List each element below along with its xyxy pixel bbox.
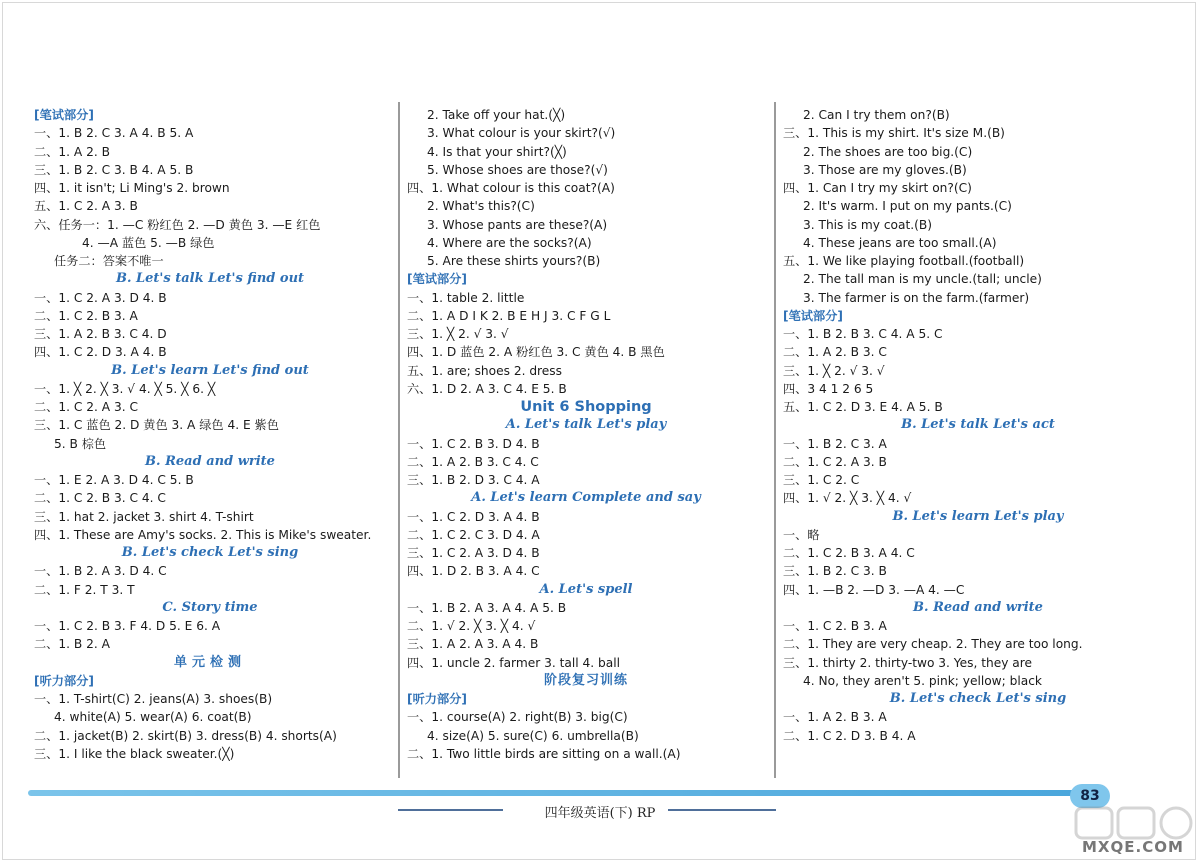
answer-line: 二、1. A 2. B	[34, 144, 110, 159]
answer-line: 三、1. I like the black sweater.(╳)	[34, 746, 235, 761]
answer-line: 一、1. B 2. C 3. A 4. B 5. A	[34, 126, 194, 141]
answer-line: 任务二：答案不唯一	[54, 254, 164, 268]
answer-line: 五、1. C 2. A 3. B	[34, 199, 138, 214]
answer-line: 二、1. C 2. B 3. A	[34, 308, 138, 323]
answer-line: 二、1. They are very cheap. 2. They are too long.	[783, 637, 1083, 652]
section-label: [听力部分]	[34, 673, 94, 688]
answer-line: 五、1. are; shoes 2. dress	[407, 363, 562, 378]
answer-line: 二、1. A 2. B 3. C 4. C	[407, 454, 539, 469]
answer-line: 一、略	[783, 527, 820, 542]
answer-line: 四、1. What colour is this coat?(A)	[407, 181, 615, 195]
page-number: 83	[1070, 784, 1110, 808]
answer-line: 四、1. D 2. B 3. A 4. C	[407, 564, 540, 579]
section-heading: A. Let's learn Complete and say	[471, 490, 701, 506]
answer-line: 四、1. uncle 2. farmer 3. tall 4. ball	[407, 655, 620, 670]
answer-line: 一、1. B 2. A 3. A 4. A 5. B	[407, 600, 567, 615]
answer-line: 三、1. ╳ 2. √ 3. √	[407, 327, 509, 341]
answer-line: 一、1. course(A) 2. right(B) 3. big(C)	[407, 710, 628, 725]
answer-line: 三、1. thirty 2. thirty-two 3. Yes, they are	[783, 655, 1033, 670]
answer-line: 一、1. T-shirt(C) 2. jeans(A) 3. shoes(B)	[34, 692, 273, 706]
section-label: [笔试部分]	[34, 108, 94, 122]
section-heading: B. Read and write	[913, 599, 1043, 615]
answer-line: 四、1. These are Amy's socks. 2. This is Mike's sweater.	[34, 527, 372, 542]
answer-line: 五、1. C 2. D 3. E 4. A 5. B	[783, 400, 943, 414]
answer-line: 四、1. √ 2. ╳ 3. ╳ 4. √	[783, 491, 912, 506]
answer-line: 一、1. table 2. little	[407, 290, 525, 305]
answer-line: 三、1. C 2. C	[783, 473, 860, 487]
answer-line: 三、1. ╳ 2. √ 3. √	[783, 363, 885, 378]
answer-line: 4. —A 蓝色 5. —B 绿色	[82, 235, 215, 250]
answer-line: 2. Can I try them on?(B)	[803, 108, 950, 122]
section-heading: A. Let's talk Let's play	[505, 417, 667, 433]
answer-line: 三、1. B 2. C 3. B	[783, 564, 887, 579]
answer-line: 二、1. C 2. C 3. D 4. A	[407, 527, 540, 542]
answer-line: 四、1. Can I try my skirt on?(C)	[783, 181, 972, 195]
section-label: [笔试部分]	[407, 272, 467, 287]
answer-line: 四、1. C 2. D 3. A 4. B	[34, 345, 167, 360]
answer-line: 一、1. B 2. C 3. A	[783, 436, 887, 451]
answer-line: 一、1. C 2. B 3. F 4. D 5. E 6. A	[34, 619, 221, 633]
section-heading: 单元检测	[173, 654, 246, 670]
answer-line: 一、1. C 2. D 3. A 4. B	[407, 509, 540, 524]
answer-line: 2. Take off your hat.(╳)	[427, 108, 566, 122]
answer-column-3	[783, 106, 1173, 745]
section-heading: B. Read and write	[145, 453, 275, 469]
answer-line: 三、1. C 2. A 3. D 4. B	[407, 546, 540, 560]
watermark-text: MXQE.COM	[1082, 838, 1184, 856]
section-heading: 阶段复习训练	[543, 672, 628, 688]
answer-line: 二、1. C 2. B 3. A 4. C	[783, 546, 915, 560]
answer-line: 二、1. jacket(B) 2. skirt(B) 3. dress(B) 4. shorts(A)	[34, 728, 337, 743]
section-label: [听力部分]	[407, 692, 467, 706]
answer-line: 4. size(A) 5. sure(C) 6. umbrella(B)	[427, 728, 639, 743]
section-heading: B. Let's learn Let's play	[892, 508, 1064, 524]
answer-line: 3. This is my coat.(B)	[803, 217, 932, 232]
answer-line: 一、1. A 2. B 3. A	[783, 710, 887, 725]
answer-line: 三、1. This is my shirt. It's size M.(B)	[783, 126, 1005, 141]
answer-line: 二、1. A D I K 2. B E H J 3. C F G L	[407, 308, 611, 323]
answer-line: 五、1. We like playing football.(football)	[783, 254, 1025, 268]
answer-column-1	[34, 106, 386, 763]
answer-line: 一、1. ╳ 2. ╳ 3. √ 4. ╳ 5. ╳ 6. ╳	[34, 381, 216, 396]
section-heading: B. Let's talk Let's find out	[115, 271, 305, 287]
answer-line: 六、任务一：1. —C 粉红色 2. —D 黄色 3. —E 红色	[34, 217, 321, 232]
section-heading: B. Let's learn Let's find out	[111, 362, 309, 378]
answer-line: 三、1. B 2. D 3. C 4. A	[407, 473, 540, 487]
answer-line: 3. The farmer is on the farm.(farmer)	[803, 290, 1030, 305]
answer-line: 二、1. C 2. A 3. B	[783, 454, 887, 469]
answer-column-2	[407, 106, 765, 763]
answer-line: 一、1. C 2. B 3. D 4. B	[407, 436, 540, 451]
answer-line: 二、1. B 2. A	[34, 637, 110, 652]
answer-line: 四、1. —B 2. —D 3. —A 4. —C	[783, 582, 965, 597]
answer-line: 一、1. B 2. A 3. D 4. C	[34, 564, 167, 579]
answer-line: 5. Whose shoes are those?(√)	[427, 162, 608, 177]
answer-line: 2. The tall man is my uncle.(tall; uncle)	[803, 272, 1042, 287]
answer-line: 一、1. E 2. A 3. D 4. C 5. B	[34, 473, 194, 487]
answer-line: 一、1. C 2. B 3. A	[783, 619, 887, 633]
section-heading: B. Let's check Let's sing	[121, 545, 299, 560]
answer-line: 3. Whose pants are these?(A)	[427, 217, 608, 232]
answer-line: 二、1. C 2. D 3. B 4. A	[783, 728, 916, 743]
answer-line: 2. It's warm. I put on my pants.(C)	[803, 199, 1012, 214]
answer-line: 4. Is that your shirt?(╳)	[427, 144, 567, 159]
answer-line: 2. The shoes are too big.(C)	[803, 144, 973, 159]
answer-line: 一、1. B 2. B 3. C 4. A 5. C	[783, 327, 943, 341]
section-heading: A. Let's spell	[539, 581, 633, 597]
section-heading: B. Let's talk Let's act	[901, 417, 1055, 433]
answer-line: 二、1. Two little birds are sitting on a wall.(A)	[407, 746, 681, 761]
answer-line: 3. Those are my gloves.(B)	[803, 162, 967, 177]
answer-line: 一、1. C 2. A 3. D 4. B	[34, 290, 167, 305]
answer-line: 4. white(A) 5. wear(A) 6. coat(B)	[54, 710, 252, 725]
answer-line: 六、1. D 2. A 3. C 4. E 5. B	[407, 381, 567, 396]
answer-line: 三、1. A 2. A 3. A 4. B	[407, 637, 539, 652]
answer-line: 3. What colour is your skirt?(√)	[427, 126, 616, 141]
answer-line: 二、1. C 2. A 3. C	[34, 400, 138, 414]
unit-heading: Unit 6 Shopping	[520, 399, 652, 415]
answer-line: 二、1. F 2. T 3. T	[34, 582, 135, 597]
answer-line: 三、1. C 蓝色 2. D 黄色 3. A 绿色 4. E 紫色	[34, 418, 279, 433]
answer-line: 四、1. D 蓝色 2. A 粉红色 3. C 黄色 4. B 黑色	[407, 345, 665, 360]
section-heading: B. Let's check Let's sing	[889, 691, 1067, 706]
section-label: [笔试部分]	[783, 308, 843, 323]
footer-book-title: 四年级英语(下) RP	[544, 806, 656, 821]
answer-line: 5. Are these shirts yours?(B)	[427, 254, 601, 268]
answer-line: 4. These jeans are too small.(A)	[803, 235, 997, 250]
answer-line: 二、1. A 2. B 3. C	[783, 345, 887, 360]
answer-line: 4. Where are the socks?(A)	[427, 235, 592, 250]
answer-line: 三、1. hat 2. jacket 3. shirt 4. T-shirt	[34, 509, 254, 524]
column-divider-1	[398, 102, 400, 778]
answer-line: 二、1. C 2. B 3. C 4. C	[34, 491, 166, 506]
column-divider-2	[774, 102, 776, 778]
answer-line: 四、3 4 1 2 6 5	[783, 381, 874, 396]
answer-line: 四、1. it isn't; Li Ming's 2. brown	[34, 181, 230, 195]
bottom-decorative-bar	[28, 790, 1088, 796]
section-heading: C. Story time	[162, 599, 258, 615]
answer-line: 二、1. √ 2. ╳ 3. ╳ 4. √	[407, 619, 536, 633]
answer-line: 5. B 棕色	[54, 436, 107, 451]
answer-line: 2. What's this?(C)	[427, 199, 535, 214]
answer-line: 4. No, they aren't 5. pink; yellow; black	[803, 673, 1042, 688]
answer-line: 三、1. B 2. C 3. B 4. A 5. B	[34, 162, 194, 177]
answer-line: 三、1. A 2. B 3. C 4. D	[34, 327, 167, 341]
